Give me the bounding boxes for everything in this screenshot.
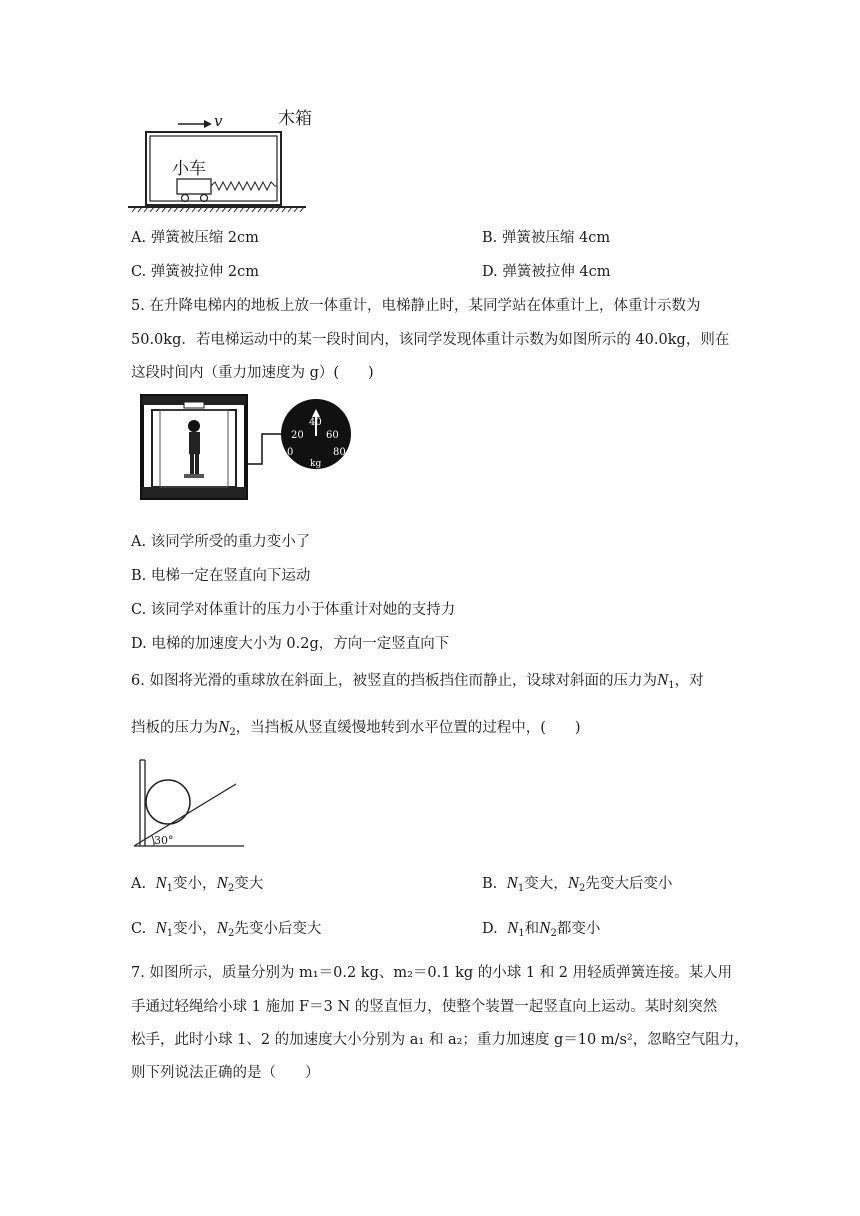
q6-option-d-text2: 都变小 (556, 921, 601, 937)
q6-option-a[interactable] (131, 872, 263, 894)
figure-ball-incline (128, 758, 248, 850)
q4-option-d[interactable]: D. 弹簧被拉伸 4cm (482, 264, 611, 280)
q6-stem-line2-pre: 挡板的压力为 (131, 720, 218, 736)
q5-stem-line1: 5. 在升降电梯内的地板上放一体重计，电梯静止时，某同学站在体重计上，体重计示数为 (131, 298, 701, 314)
scale-tick-40: 40 (309, 417, 322, 428)
n-symbol: N (216, 873, 228, 892)
q6-option-b-text2: 先变大后变小 (585, 876, 673, 892)
q6-option-c-text1: 变小， (173, 921, 217, 937)
n-subscript: 1 (668, 680, 675, 691)
n-symbol: N (567, 873, 580, 892)
scale-tick-20: 20 (291, 430, 304, 441)
q7-stem-line2: 手通过轻绳给小球 1 施加 F＝3 N 的竖直恒力，使整个装置一起竖直向上运动。某时刻突然 (131, 999, 718, 1015)
n-subscript: 2 (227, 883, 235, 894)
n-symbol: N (506, 873, 518, 892)
n-symbol: N (216, 918, 228, 937)
q5-stem-line2: 50.0kg．若电梯运动中的某一段时间内，该同学发现体重计示数为如图所示的 40.0kg，则在 (131, 332, 730, 348)
n-symbol: N (155, 918, 167, 937)
car-label: 小车 (172, 159, 206, 179)
n-subscript: 1 (517, 883, 525, 894)
n-symbol: N (656, 670, 669, 689)
n-symbol: N (155, 873, 167, 892)
q5-stem-line3: 这段时间内（重力加速度为 g）( ) (131, 365, 374, 381)
q4-option-a[interactable]: A. 弹簧被压缩 2cm (131, 230, 259, 246)
q6-option-d-prefix: D. (482, 921, 498, 937)
q7-stem-line3: 松手，此时小球 1、2 的加速度大小分别为 a₁ 和 a₂；重力加速度 g＝10 m/s²，忽略空气阻力， (131, 1032, 749, 1048)
n-subscript: 1 (518, 928, 525, 939)
q6-option-d[interactable] (482, 917, 600, 939)
q6-stem-line1-pre: 6. 如图将光滑的重球放在斜面上，被竖直的挡板挡住而静止，设球对斜面的压力为 (131, 673, 657, 689)
q7-stem-line1: 7. 如图所示，质量分别为 m₁＝0.2 kg、m₂＝0.1 kg 的小球 1 和 2 用轻质弹簧连接。某人用 (131, 965, 733, 981)
q5-option-a[interactable]: A. 该同学所受的重力变小了 (131, 534, 311, 550)
scale-unit: kg (310, 459, 322, 469)
n-subscript: 1 (166, 883, 174, 894)
n-symbol: N (218, 717, 230, 736)
q6-stem-line2-post: ，当挡板从竖直缓慢地转到水平位置的过程中，( ) (235, 720, 581, 736)
n-subscript: 2 (550, 928, 557, 939)
q6-option-c-text2: 先变小后变大 (234, 921, 322, 937)
figure-elevator-scale (138, 392, 360, 504)
q6-stem-line1-post: ，对 (674, 673, 704, 689)
scale-tick-60: 60 (326, 430, 339, 441)
q6-option-a-text2: 变大 (234, 876, 264, 892)
q7-stem-line4: 则下列说法正确的是（ ） (131, 1065, 320, 1081)
figure-box-car (128, 100, 313, 215)
q5-option-b[interactable]: B. 电梯一定在竖直向下运动 (131, 568, 311, 584)
n-subscript: 1 (166, 928, 174, 939)
n-subscript: 2 (227, 928, 235, 939)
n-symbol: N (506, 918, 519, 937)
q5-option-d[interactable]: D. 电梯的加速度大小为 0.2g，方向一定竖直向下 (131, 636, 450, 652)
q6-option-a-prefix: A. (131, 876, 147, 892)
q6-option-a-text1: 变小， (173, 876, 217, 892)
q6-option-b-prefix: B. (482, 876, 498, 892)
box-label: 木箱 (278, 109, 312, 129)
n-subscript: 2 (229, 727, 236, 738)
q6-option-b[interactable] (482, 872, 672, 894)
q6-option-d-text1: 和 (524, 921, 540, 937)
q5-option-c[interactable]: C. 该同学对体重计的压力小于体重计对她的支持力 (131, 602, 456, 618)
n-symbol: N (539, 918, 551, 937)
q6-option-c-prefix: C. (131, 921, 147, 937)
q6-option-b-text1: 变大， (524, 876, 568, 892)
velocity-label: v (214, 112, 223, 130)
scale-tick-0: 0 (287, 447, 294, 458)
q6-stem-line2 (131, 716, 581, 738)
q4-option-c[interactable]: C. 弹簧被拉伸 2cm (131, 264, 260, 280)
n-subscript: 2 (579, 883, 586, 894)
angle-label: 30° (154, 834, 174, 847)
q6-option-c[interactable] (131, 917, 321, 939)
scale-tick-80: 80 (333, 447, 346, 458)
q6-stem-line1 (131, 669, 704, 691)
q4-option-b[interactable]: B. 弹簧被压缩 4cm (482, 230, 611, 246)
